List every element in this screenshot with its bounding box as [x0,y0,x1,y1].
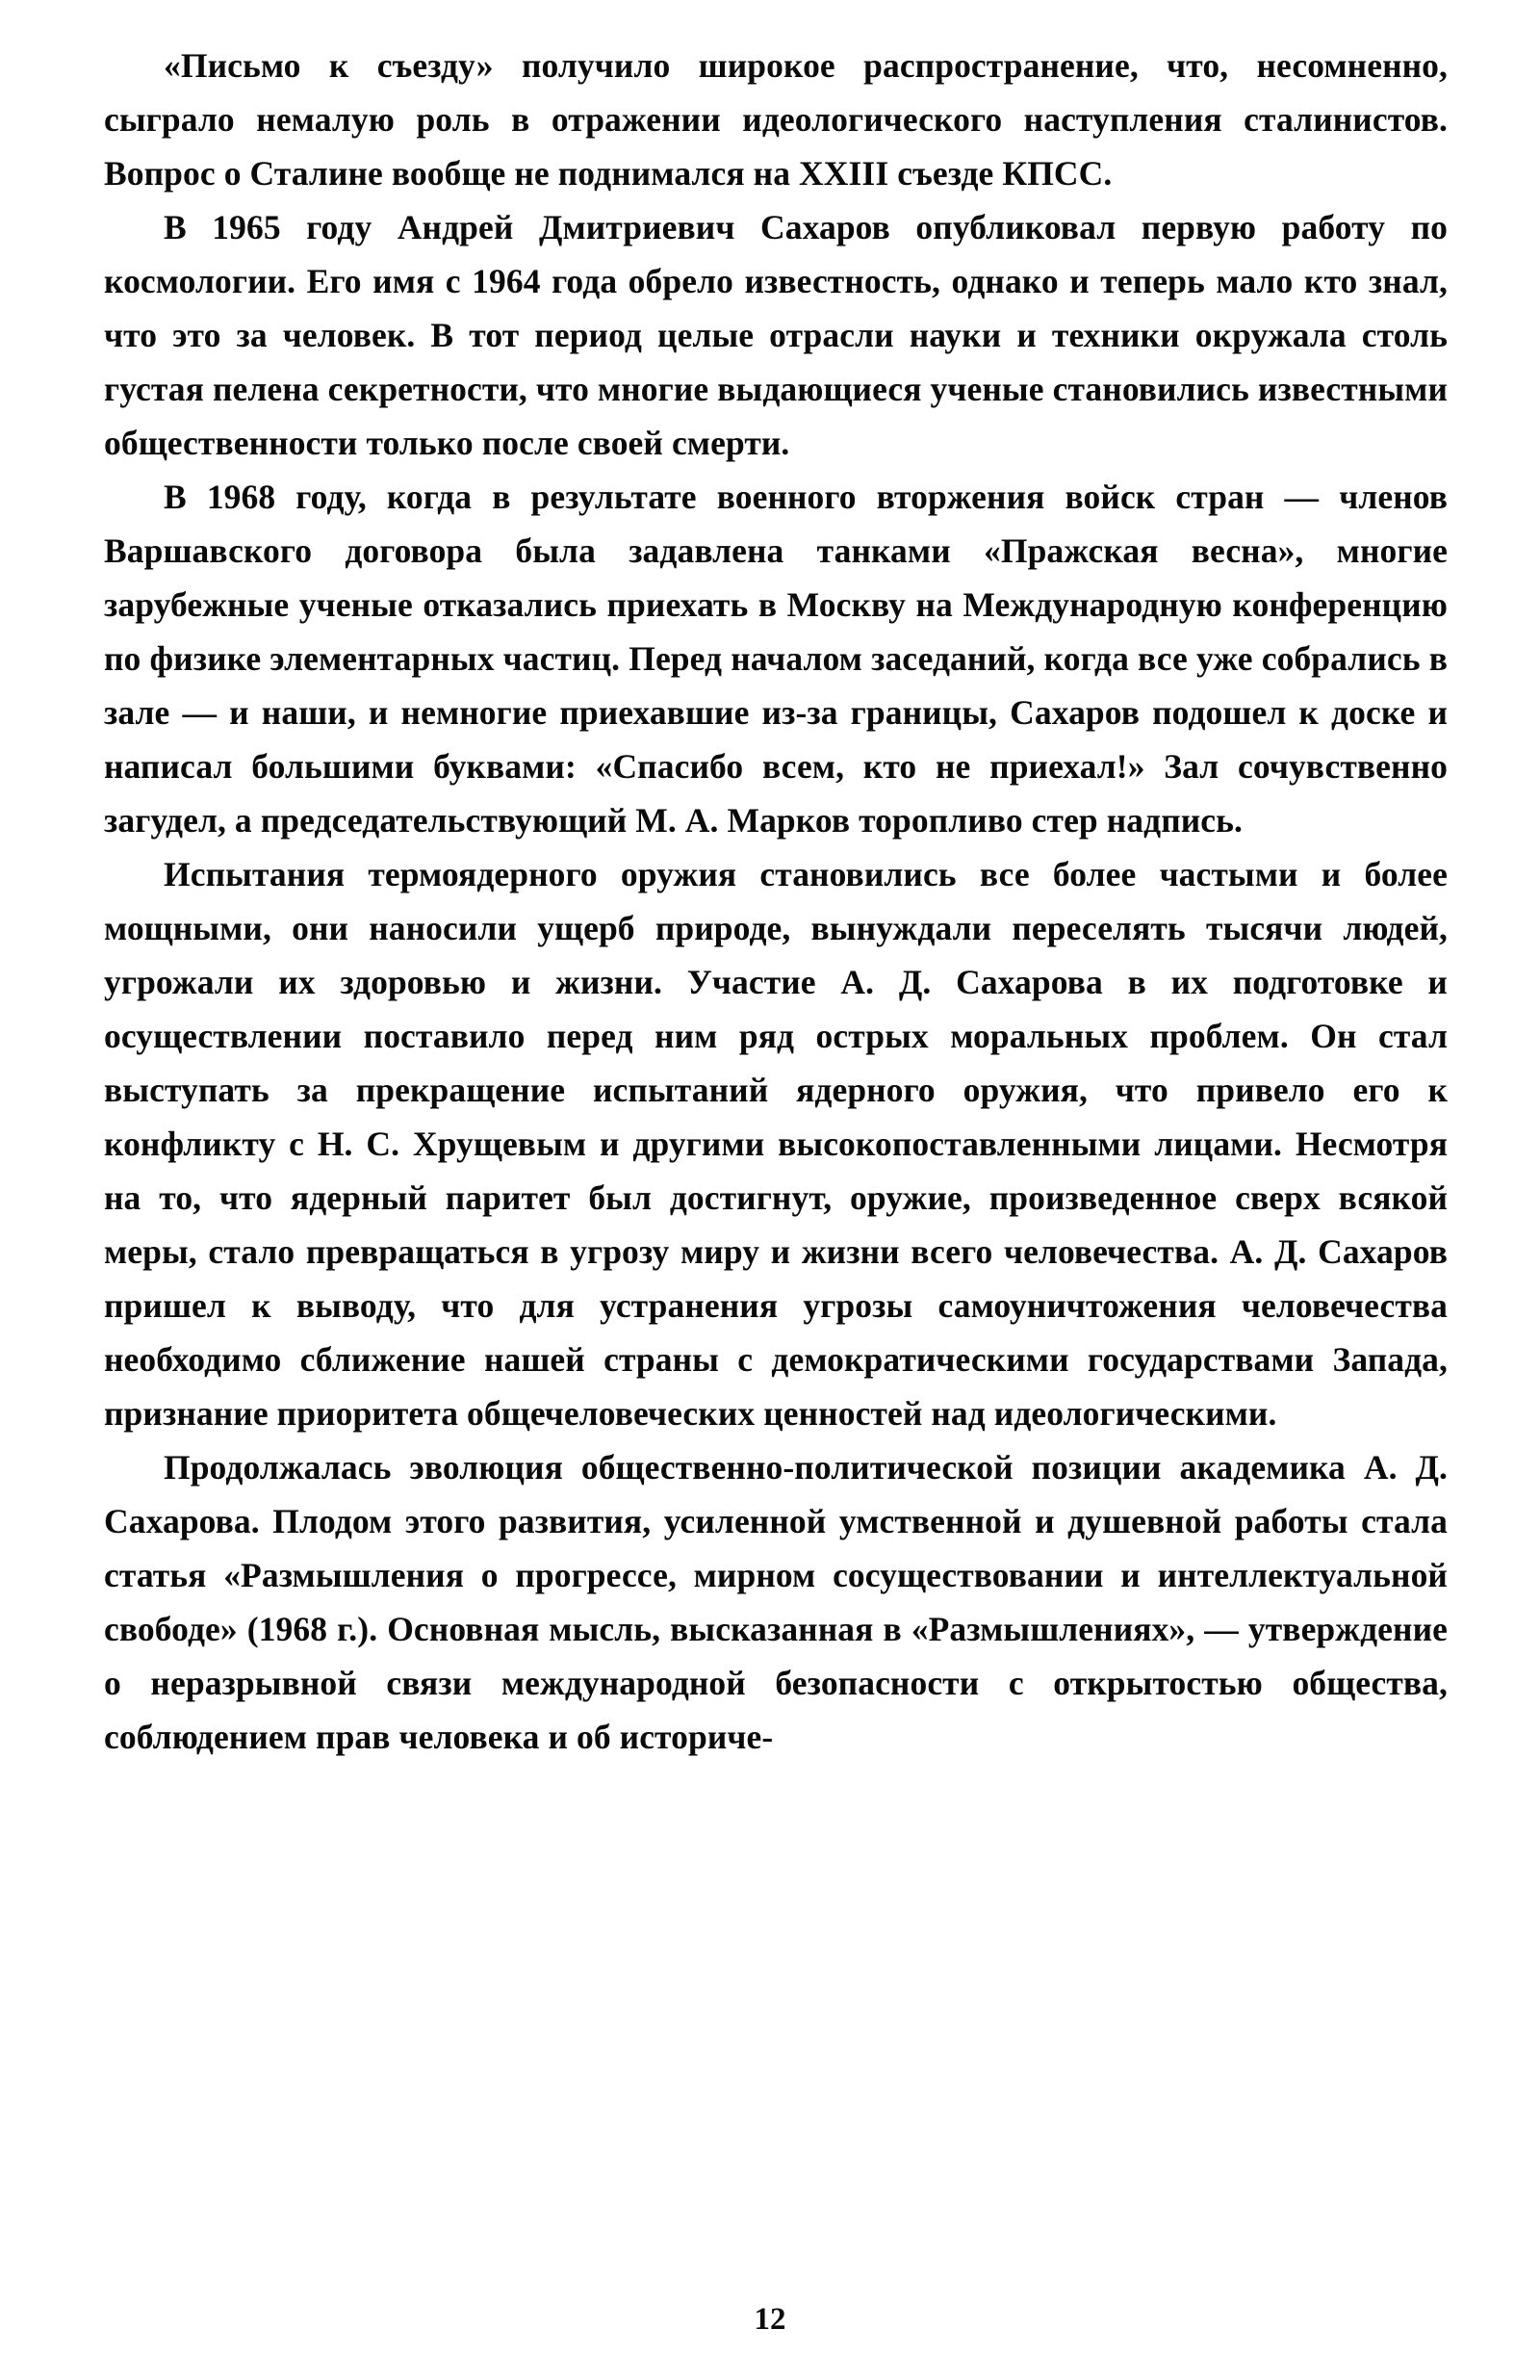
paragraph: В 1968 году, когда в результате военного вторжения войск стран — членов Варшавского договора была задавлена танками «Пражская весна», многие зарубежные ученые отказались приехать в Москву на Международную конференцию по физике элементарных частиц. Перед началом заседаний, когда все уже собрались в зале — и наши, и немногие приехавшие из-за границы, Сахаров подошел к доске и написал большими буквами: «Спасибо всем, кто не приехал!» Зал сочувственно загудел, а председательствующий М. А. Марков торопливо стер надпись. [104,478,1448,840]
paragraph: «Письмо к съезду» получило широкое распространение, что, несомненно, сыграло немалую роль в отражении идеологического наступления сталинистов. Вопрос о Сталине вообще не поднимался на XXIII съезде КПСС. [104,46,1448,193]
paragraph: Испытания термоядерного оружия становились все более частыми и более мощными, они наносили ущерб природе, вынуждали переселять тысячи людей, угрожали их здоровью и жизни. Участие А. Д. Сахарова в их подготовке и осуществлении поставило перед ним ряд острых моральных проблем. Он стал выступать за прекращение испытаний ядерного оружия, что привело его к конфликту с Н. С. Хрущевым и другими высокопоставленными лицами. Несмотря на то, что ядерный паритет был достигнут, оружие, произведенное сверх всякой меры, стало превращаться в угрозу миру и жизни всего человечества. А. Д. Сахаров пришел к выводу, что для устранения угрозы самоуничтожения человечества необходимо сближение нашей страны с демократическими государствами Запада, признание приоритета общечеловеческих ценностей над идеологическими. [104,855,1448,1433]
page-body-text [104,39,1448,1764]
paragraph: В 1965 году Андрей Дмитриевич Сахаров опубликовал первую работу по космологии. Его имя с 1964 года обрело известность, однако и теперь мало кто знал, что это за человек. В тот период целые отрасли науки и техники окружала столь густая пелена секретности, что многие выдающиеся ученые становились известными общественности только после своей смерти. [104,208,1448,462]
paragraph: Продолжалась эволюция общественно-политической позиции академика А. Д. Сахарова. Плодом этого развития, усиленной умственной и душевной работы стала статья «Размышления о прогрессе, мирном сосуществовании и интеллектуальной свободе» (1968 г.). Основная мысль, высказанная в «Размышлениях», — утверждение о неразрывной связи международной безопасности с открытостью общества, соблюдением прав человека и об историче- [104,1448,1448,1756]
page-number: 12 [754,2302,786,2337]
